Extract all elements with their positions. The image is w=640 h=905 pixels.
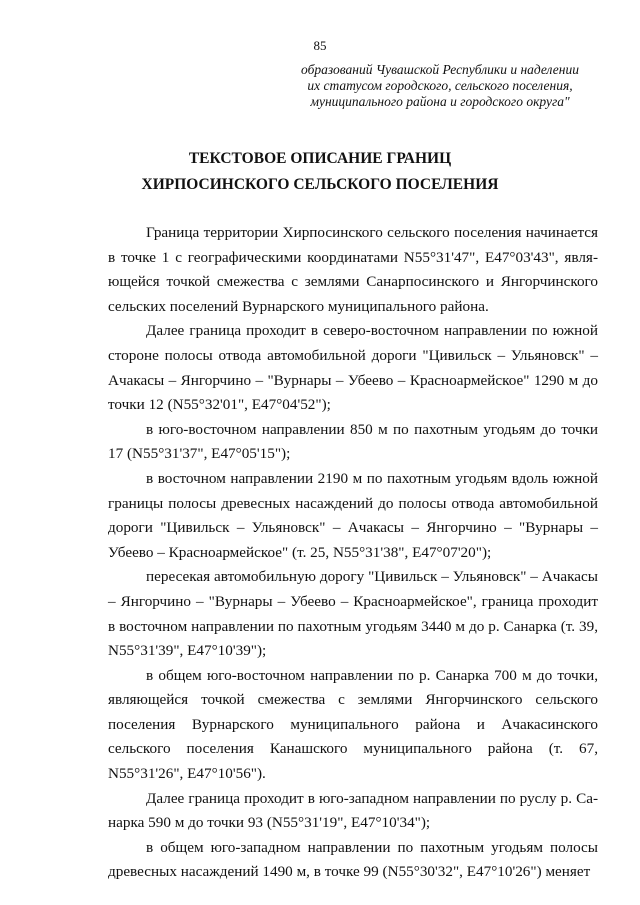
paragraph: Граница территории Хирпосинского сельского поселения начинается в точке 1 с географическими координатами N55°31'47", E47°03'43", являющейся точкой смежества с землями Санарпосинского и Янгорчинского сельских поселений Вурнарского муниципального района. [108, 224, 598, 315]
page-number: 85 [313, 38, 327, 53]
paragraph: в общем юго-восточном направлении по р. Санарка 700 м до точки, являющейся точкой смежества с землями Янгорчинского сельского поселения Вурнарского муниципального района и Ачакасинского сельского поселения Канашского муниципального района (т. 67, N55°31'26", E47°10'56"). [108, 666, 598, 783]
paragraph: в восточном направлении 2190 м по пахотным угодьям вдоль южной границы полосы древесных насаждений до полосы отвода автомобильной дороги "Цивильск – Ульяновск" – Ачакасы – Янгорчино – "Вурнары – Убеево – Красноармейское" (т. 25, N55°31'38", E47°07'20"); [108, 469, 598, 561]
header-note [290, 62, 590, 110]
paragraph: Далее граница проходит в северо-восточном направлении по южной стороне полосы отвода автомобильной дороги "Цивильск – Ульяновск" – Ачакасы – Янгорчино – "Вурнары – Убеево – Красноармейское" 1290 м до точки 12 (N55°32'01", E47°04'52"); [108, 322, 598, 414]
document-title [0, 146, 640, 198]
paragraph: Далее граница проходит в юго-западном направлении по руслу р. Санарка 590 м до точки 93 (N55°31'19", E47°10'34"); [108, 789, 598, 832]
header-note-line: муниципального района и городского округа" [310, 94, 570, 109]
header-note-line: образований Чувашской Республики и наделении [301, 62, 579, 77]
paragraph: в юго-восточном направлении 850 м по пахотным угодьям до точки 17 (N55°31'37", E47°05'15"); [108, 420, 598, 463]
body-text [108, 221, 598, 885]
header-note-line: их статусом городского, сельского поселения, [307, 78, 573, 93]
document-title-line-1: ТЕКСТОВОЕ ОПИСАНИЕ ГРАНИЦ [188, 150, 452, 167]
paragraph: в общем юго-западном направлении по пахотным угодьям полосы древесных насаждений 1490 м, в точке 99 (N55°30'32", E47°10'26") меняет [108, 838, 598, 881]
paragraph: пересекая автомобильную дорогу "Цивильск – Ульяновск" – Ачакасы – Янгорчино – "Вурнары – Убеево – Красноармейское", граница проходит в восточном направлении по пахотным угодьям 3440 м до р. Санарка (т. 39, N55°31'39", E47°10'39"); [108, 568, 598, 660]
document-title-line-2: ХИРПОСИНСКОГО СЕЛЬСКОГО ПОСЕЛЕНИЯ [141, 176, 499, 193]
